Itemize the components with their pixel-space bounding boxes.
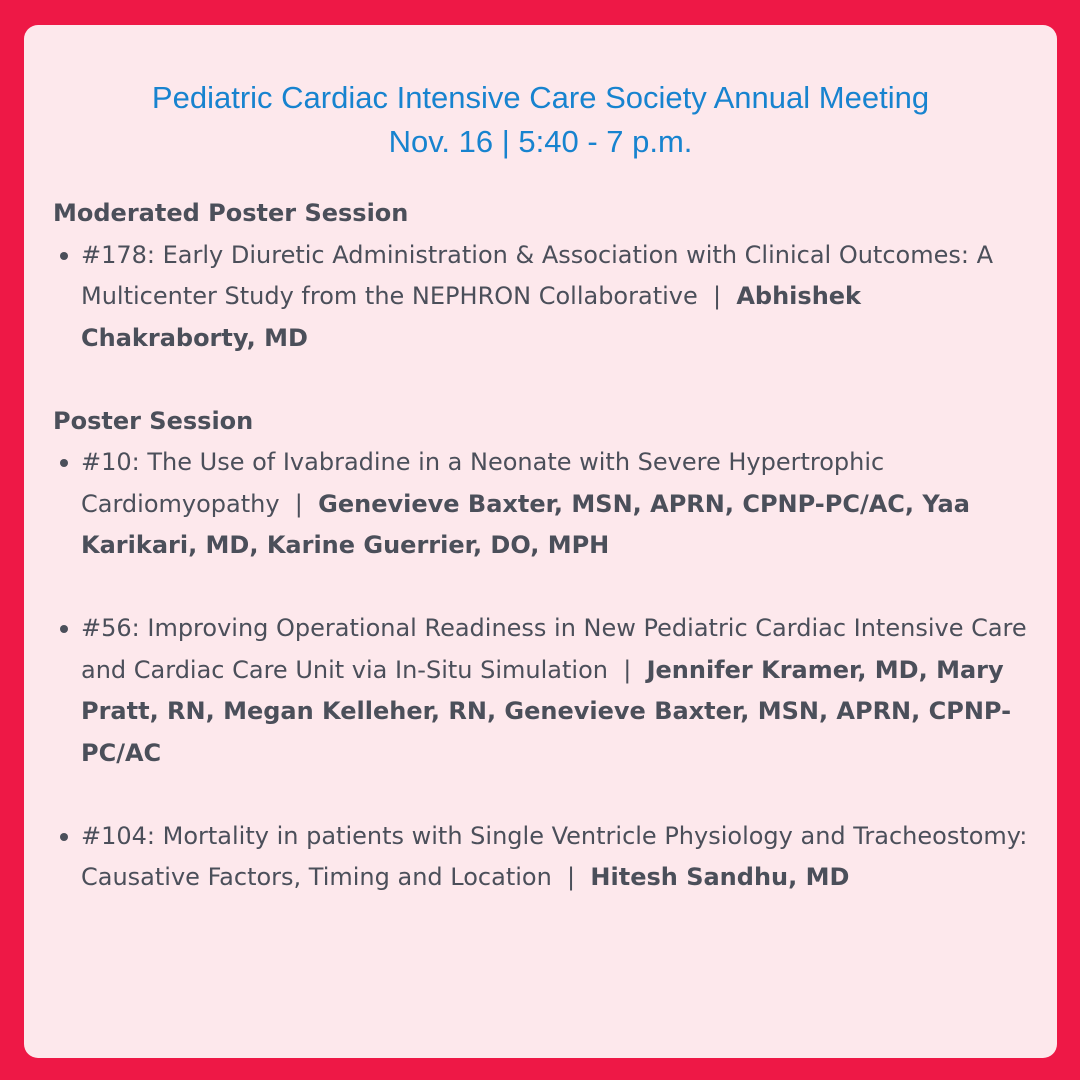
list-item xyxy=(53,816,1043,899)
list-item xyxy=(53,608,1043,774)
poster-title: #104: Mortality in patients with Single Ventricle Physiology and Tracheostomy: Causative Factors, Timing and Location xyxy=(81,821,1028,891)
poster-authors: Abhishek Chakraborty, MD xyxy=(81,282,862,352)
event-title: Pediatric Cardiac Intensive Care Society Annual Meeting xyxy=(151,80,930,115)
list-item xyxy=(53,442,1043,567)
section-heading-moderated-poster: Moderated Poster Session xyxy=(53,199,409,227)
poster-authors: Hitesh Sandhu, MD xyxy=(590,863,850,891)
event-card xyxy=(24,25,1057,1058)
separator: | xyxy=(551,863,591,891)
list-item xyxy=(53,235,1043,360)
poster-authors: Jennifer Kramer, MD, Mary Pratt, RN, Megan Kelleher, RN, Genevieve Baxter, MSN, APRN, CPNP-PC/AC xyxy=(81,655,1012,767)
bullet-icon xyxy=(60,459,68,467)
poster-title: #56: Improving Operational Readiness in New Pediatric Cardiac Intensive Care and Cardiac Care Unit via In-Situ Simulation xyxy=(81,614,1027,684)
bullet-icon xyxy=(60,252,68,260)
separator: | xyxy=(697,282,737,310)
poster-authors: Genevieve Baxter, MSN, APRN, CPNP-PC/AC, Yaa Karikari, MD, Karine Guerrier, DO, MPH xyxy=(81,489,970,559)
event-header xyxy=(24,76,1057,164)
poster-title: #178: Early Diuretic Administration & Association with Clinical Outcomes: A Multicenter Study from the NEPHRON Collaborative xyxy=(81,240,993,310)
separator: | xyxy=(279,489,319,518)
section-heading-poster: Poster Session xyxy=(53,406,254,435)
bullet-icon xyxy=(60,833,68,841)
event-date-time: Nov. 16 | 5:40 - 7 p.m. xyxy=(388,124,693,159)
separator: | xyxy=(607,655,647,684)
bullet-icon xyxy=(60,625,68,633)
poster-title: #10: The Use of Ivabradine in a Neonate with Severe Hypertrophic Cardiomyopathy xyxy=(81,448,885,518)
session-list xyxy=(53,193,1043,899)
